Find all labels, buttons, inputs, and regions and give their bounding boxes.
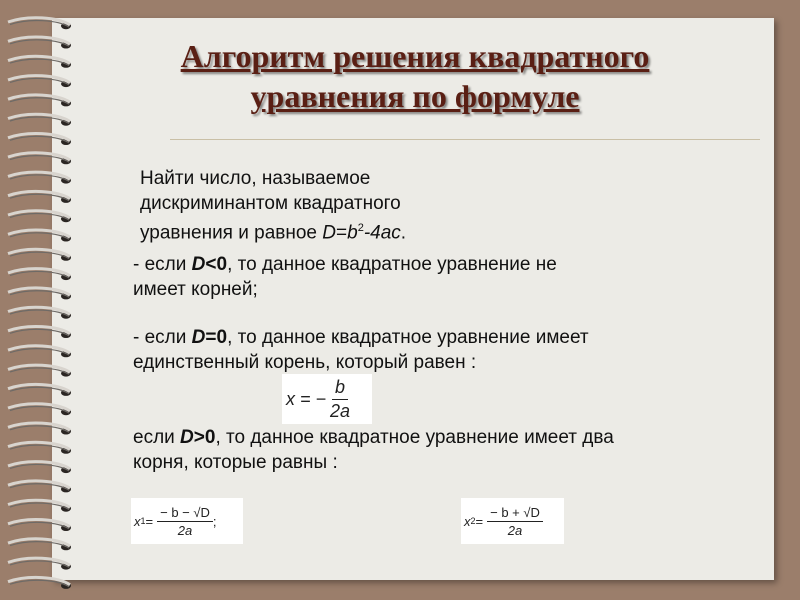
formula-single-root: x = − $\frac{b}{2a}$ — [282, 374, 372, 424]
case-zero-discriminant: - если D=0, то данное квадратное уравнение имеет единственный корень, который равен : — [133, 327, 589, 373]
case-positive-discriminant: если D>0, то данное квадратное уравнение имеет два корня, которые равны : — [133, 427, 614, 473]
title-line-1: Алгоритм решения квадратного — [180, 38, 650, 74]
title-divider — [170, 139, 760, 140]
formula-root-x1: x 1 = $\frac{- b - √D}{2a}$ ; — [131, 498, 243, 544]
case-negative-discriminant: - если D<0, то данное квадратное уравнение не имеет корней; — [133, 254, 557, 300]
formula-root-x2: x 2 = $\frac{- b + √D}{2a}$ — [461, 498, 564, 544]
intro-paragraph: Найти число, называемое дискриминантом квадратного уравнения и равное $D=b^2-4ac$. — [140, 168, 407, 244]
slide-title — [60, 36, 770, 116]
title-line-2: уравнения по формуле — [250, 78, 580, 114]
